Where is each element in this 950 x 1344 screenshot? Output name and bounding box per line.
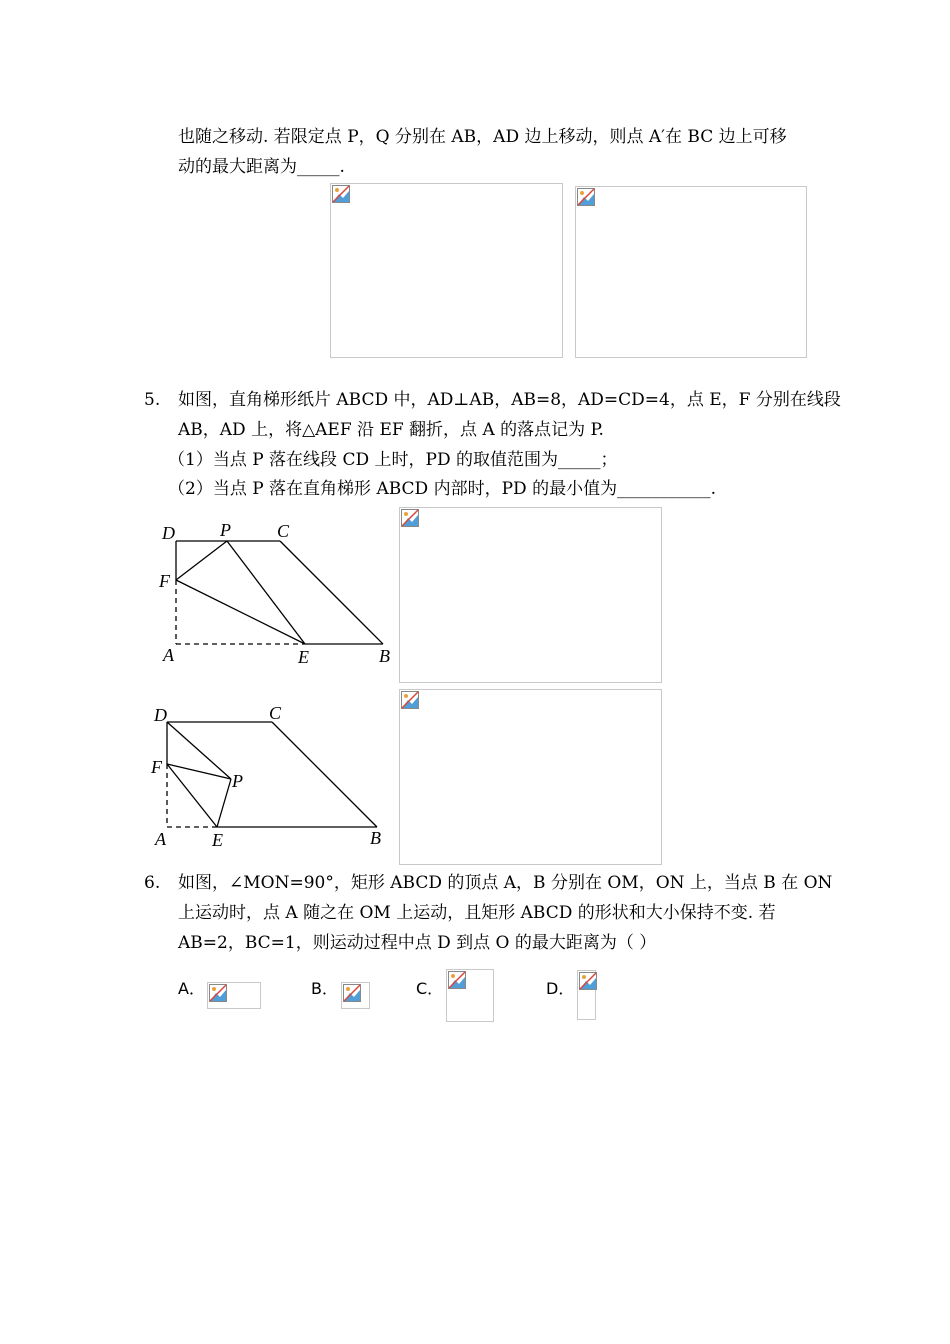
question-text: 如图，直角梯形纸片 ABCD 中，AD⊥AB，AB=8，AD=CD=4，点 E，F 分别在线段	[178, 390, 841, 410]
option-b-label: B．	[311, 979, 338, 998]
text-line: 动的最大距离为_____.	[178, 157, 345, 177]
question-text: 如图，∠MON=90°，矩形 ABCD 的顶点 A，B 分别在 OM，ON 上，当点 B 在 ON	[178, 873, 833, 893]
broken-image-icon	[577, 188, 595, 206]
text-line: 也随之移动. 若限定点 P，Q 分别在 AB，AD 边上移动，则点 A′在 BC 边上可移	[178, 127, 787, 147]
option-c-image	[446, 969, 494, 1022]
label-P: P	[232, 771, 243, 791]
question-part: （1）当点 P 落在线段 CD 上时，PD 的取值范围为_____；	[168, 450, 618, 470]
question-text: AB=2，BC=1，则运动过程中点 D 到点 O 的最大距离为（ ）	[178, 933, 657, 953]
broken-image-icon	[209, 984, 227, 1002]
option-d-image	[577, 970, 596, 1020]
option-b-image	[341, 982, 370, 1009]
label-F: F	[159, 571, 170, 591]
option-a-label: A．	[178, 979, 205, 998]
label-C: C	[269, 703, 282, 723]
image-placeholder	[575, 186, 807, 358]
image-placeholder	[330, 183, 563, 358]
geometry-figure-1	[150, 515, 400, 675]
label-A: A	[163, 645, 174, 665]
broken-image-icon	[343, 984, 361, 1002]
label-D: D	[154, 705, 167, 725]
broken-image-icon	[448, 971, 466, 989]
option-a-image	[207, 982, 261, 1009]
broken-image-icon	[579, 972, 597, 990]
label-B: B	[379, 646, 390, 666]
question-number: 6.	[144, 873, 161, 893]
question-text: 上运动时，点 A 随之在 OM 上运动，且矩形 ABCD 的形状和大小保持不变. 若	[178, 903, 776, 923]
label-D: D	[162, 523, 175, 543]
option-c-label: C．	[416, 979, 444, 998]
label-P: P	[220, 520, 231, 540]
label-E: E	[298, 647, 309, 667]
broken-image-icon	[401, 691, 419, 709]
question-part: （2）当点 P 落在直角梯形 ABCD 内部时，PD 的最小值为___________.	[168, 479, 716, 499]
image-placeholder	[399, 507, 662, 683]
broken-image-icon	[332, 185, 350, 203]
label-F: F	[151, 757, 162, 777]
label-B: B	[370, 828, 381, 848]
label-C: C	[277, 521, 290, 541]
label-E: E	[212, 830, 223, 850]
broken-image-icon	[401, 509, 419, 527]
geometry-figure-2	[145, 700, 395, 855]
option-d-label: D．	[546, 979, 575, 998]
question-number: 5.	[144, 390, 161, 410]
label-A: A	[155, 829, 166, 849]
question-text: AB，AD 上，将△AEF 沿 EF 翻折，点 A 的落点记为 P.	[178, 420, 604, 440]
image-placeholder	[399, 689, 662, 865]
